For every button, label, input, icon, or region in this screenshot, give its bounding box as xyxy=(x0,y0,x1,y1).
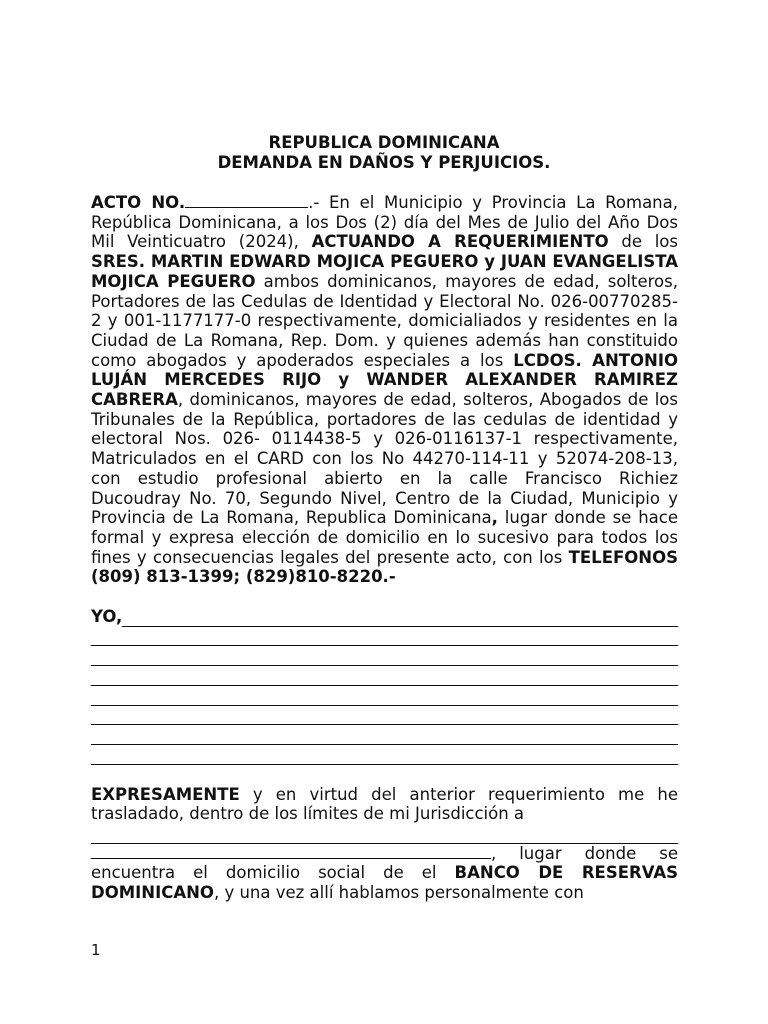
document-body xyxy=(91,193,678,903)
banco-bold: BANCO DE RESERVAS DOMINICANO xyxy=(91,863,678,903)
blank-line xyxy=(91,824,678,844)
acto-bold-requerimiento: ACTUANDO A REQUERIMIENTO xyxy=(311,232,609,252)
yo-line xyxy=(91,607,678,627)
acto-bold-sres: SRES. MARTIN EDWARD MOJICA PEGUERO y JUAN EVANGELISTA MOJICA PEGUERO xyxy=(91,252,678,291)
page-number: 1 xyxy=(91,941,101,959)
blank-line xyxy=(91,646,678,666)
yo-blank xyxy=(122,612,678,627)
blank-line xyxy=(91,706,678,726)
expresamente-text-3: , y una vez allí hablamos personalmente con xyxy=(213,883,584,903)
blank-line xyxy=(91,725,678,745)
blank-line xyxy=(91,627,678,647)
acto-text-4: , dominicanos, mayores de edad, solteros, Abogados de los Tribunales de la República, portadores de las cedulas de identidad y electoral Nos. 026- 0114438-5 y 026-0116137-1 respectivamente, Matriculados en el CARD con los No 44270-114-11 y 52074-208-13, con estudio profesional abierto en la calle Francisco Richiez Ducoudray No. 70, Segundo Nivel, Centro de la Ciudad, Municipio y Provincia de La Romana, Republica Dominicana xyxy=(91,390,678,528)
blank-line xyxy=(91,666,678,686)
blank-line xyxy=(91,745,678,765)
yo-label: YO, xyxy=(91,607,123,627)
paragraph-expresamente xyxy=(91,785,678,824)
acto-text-2: de los xyxy=(608,232,678,252)
header-country: REPUBLICA DOMINICANA xyxy=(268,133,500,152)
acto-text-3: ambos dominicanos, mayores de edad, solteros, Portadores de las Cedulas de Identidad y Electoral No. 026-00770285-2 y 001-1177177-0 respectivamente, domicialiados y residentes en la Ciudad de La Romana, Rep. Dom. y quienes además han constituido como abogados y apoderados especiales a los xyxy=(91,271,678,370)
acto-bold-telefonos: TELEFONOS (809) 813-1399; (829)810-8220.- xyxy=(91,547,678,587)
acto-bold-lcdos: LCDOS. ANTONIO LUJÁN MERCEDES RIJO y WANDER ALEXANDER RAMIREZ CABRERA xyxy=(91,350,679,410)
acto-text-5: lugar donde se hace formal y expresa elección de domicilio en lo sucesivo para todos los fines y consecuencias legales del presente acto, con los xyxy=(91,508,678,567)
acto-label: ACTO NO. xyxy=(91,193,186,212)
address-blank xyxy=(91,844,491,859)
blank-line xyxy=(91,686,678,706)
paragraph-acto xyxy=(91,193,678,587)
acto-bold-comma: , xyxy=(491,508,498,528)
header-document-type: DEMANDA EN DAÑOS Y PERJUICIOS. xyxy=(217,153,551,172)
acto-number-blank xyxy=(185,193,308,208)
paragraph-expresamente-cont xyxy=(91,844,678,903)
expresamente-bold: EXPRESAMENTE xyxy=(91,784,240,804)
acto-text-1: .- En el Municipio y Provincia La Romana, República Dominicana, a los Dos (2) día del Mes de Julio del Año Dos Mil Veinticuatro (2024), xyxy=(91,193,678,252)
expresamente-text-2: , lugar donde se encuentra el domicilio social de el xyxy=(91,843,678,883)
expresamente-text-1: y en virtud del anterior requerimiento me he trasladado, dentro de los límites de mi Jurisdicción a xyxy=(91,784,678,824)
